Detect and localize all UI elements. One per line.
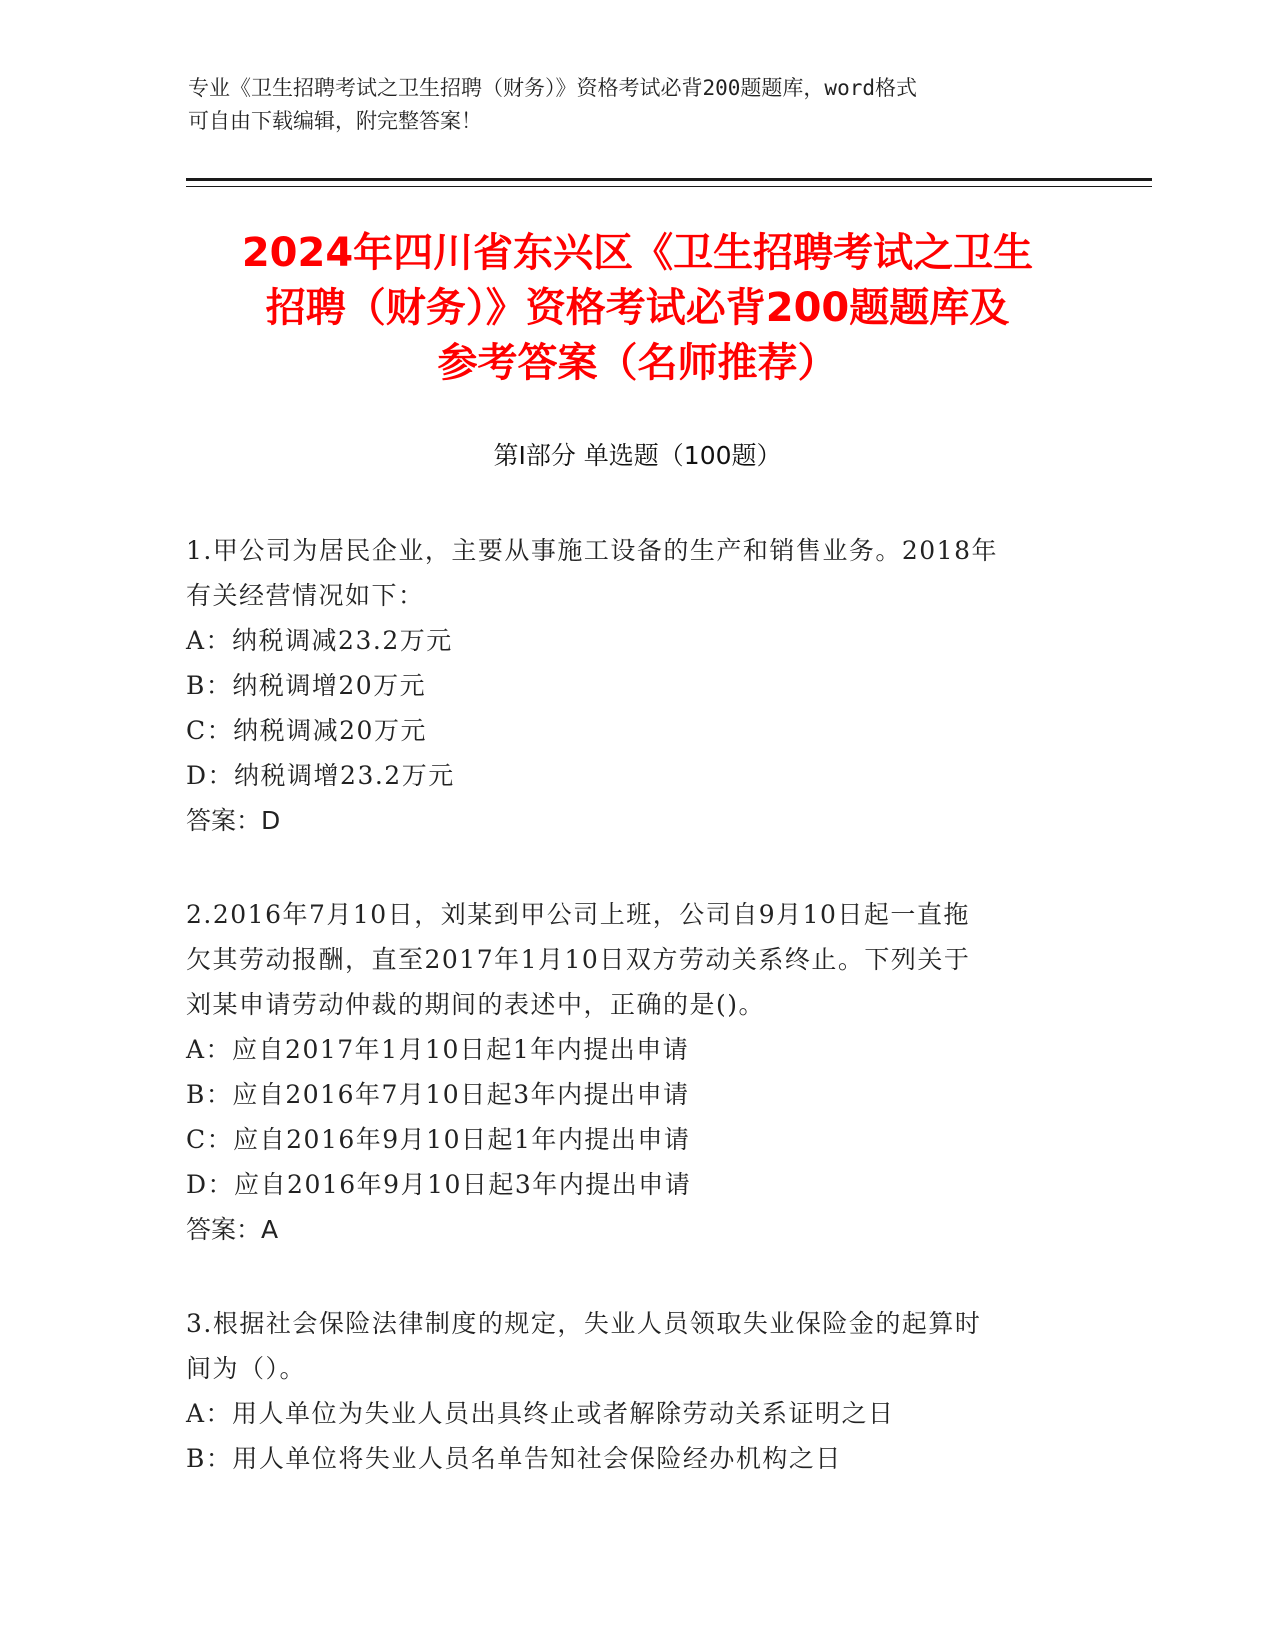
question-1 <box>186 528 1086 843</box>
question-stem-line: 1.甲公司为居民企业，主要从事施工设备的生产和销售业务。2018年 <box>186 536 998 565</box>
title-line-3: 参考答案（名师推荐） <box>437 340 838 386</box>
header-note-line-1: 专业《卫生招聘考试之卫生招聘（财务）》资格考试必背200题题库，word格式 <box>188 76 917 100</box>
option-c: C：应自2016年9月10日起1年内提出申请 <box>186 1125 691 1154</box>
option-b: B：用人单位将失业人员名单告知社会保险经办机构之日 <box>186 1444 842 1473</box>
question-stem-line: 欠其劳动报酬，直至2017年1月10日双方劳动关系终止。下列关于 <box>186 945 971 974</box>
option-d: D：应自2016年9月10日起3年内提出申请 <box>186 1170 692 1199</box>
section-heading: 第Ⅰ部分 单选题（100题） <box>493 441 782 470</box>
question-2 <box>186 892 1086 1252</box>
header-note-line-2: 可自由下载编辑，附完整答案！ <box>188 109 482 133</box>
option-a: A：纳税调减23.2万元 <box>186 626 453 655</box>
question-list <box>186 528 1086 1530</box>
option-c: C：纳税调减20万元 <box>186 716 427 745</box>
question-stem-line: 3.根据社会保险法律制度的规定，失业人员领取失业保险金的起算时 <box>186 1309 982 1338</box>
option-a: A：应自2017年1月10日起1年内提出申请 <box>186 1035 690 1064</box>
question-stem-line: 2.2016年7月10日，刘某到甲公司上班，公司自9月10日起一直拖 <box>186 900 970 929</box>
document-title <box>130 226 1145 391</box>
option-b: B：纳税调增20万元 <box>186 671 427 700</box>
title-line-2: 招聘（财务）》资格考试必背200题题库及 <box>265 285 1010 331</box>
answer-line: 答案：D <box>186 806 281 835</box>
header-divider-thick <box>186 178 1152 181</box>
answer-line: 答案：A <box>186 1215 279 1244</box>
option-d: D：纳税调增23.2万元 <box>186 761 455 790</box>
header-divider-thin <box>186 186 1152 187</box>
option-a: A：用人单位为失业人员出具终止或者解除劳动关系证明之日 <box>186 1399 895 1428</box>
header-note <box>188 72 1068 138</box>
option-b: B：应自2016年7月10日起3年内提出申请 <box>186 1080 690 1109</box>
title-line-1: 2024年四川省东兴区《卫生招聘考试之卫生 <box>241 230 1034 276</box>
question-stem-line: 间为（）。 <box>186 1354 307 1383</box>
question-stem-line: 有关经营情况如下： <box>186 581 425 610</box>
question-3 <box>186 1301 1086 1481</box>
question-stem-line: 刘某申请劳动仲裁的期间的表述中，正确的是()。 <box>186 990 766 1019</box>
